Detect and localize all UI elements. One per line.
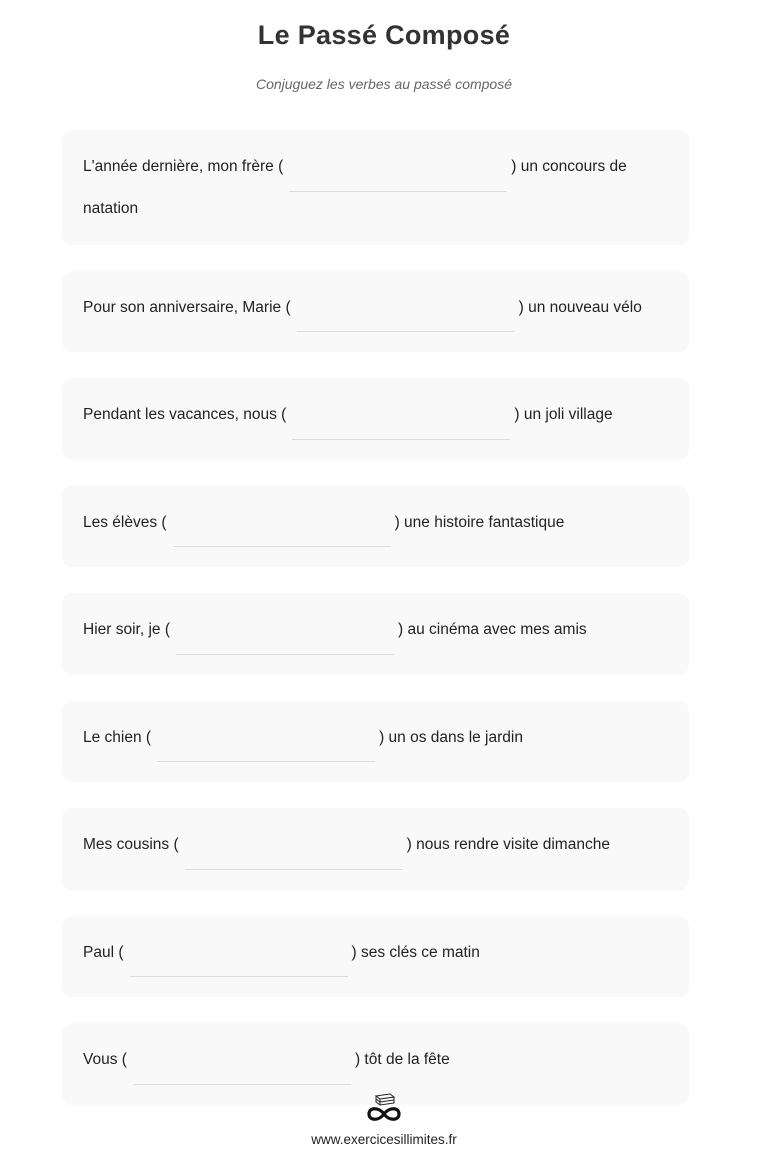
sentence-end: ) un joli village xyxy=(514,406,613,423)
answer-input[interactable] xyxy=(297,307,515,332)
sentence-end: ) un concours de natation xyxy=(83,158,627,217)
page-title: Le Passé Composé xyxy=(257,20,511,50)
exercise-card xyxy=(62,486,689,568)
sentence-end: ) tôt de la fête xyxy=(354,1051,450,1068)
answer-input[interactable] xyxy=(133,1060,351,1085)
answer-input[interactable] xyxy=(157,737,375,762)
exercise-card xyxy=(62,378,689,460)
sentence-start: Les élèves ( xyxy=(83,513,167,531)
exercise-card xyxy=(62,916,689,998)
answer-input[interactable] xyxy=(289,167,507,192)
exercise-card xyxy=(62,808,689,890)
sentence-start: Pour son anniversaire, Marie ( xyxy=(83,298,291,316)
answer-input[interactable] xyxy=(176,630,394,655)
exercise-card xyxy=(62,701,689,783)
sentence-end: ) un os dans le jardin xyxy=(379,728,523,746)
sentence-start: Hier soir, je ( xyxy=(83,621,170,638)
sentence-end: ) nous rendre visite dimanche xyxy=(406,836,610,853)
answer-input[interactable] xyxy=(130,952,348,977)
sentence-start: Paul ( xyxy=(83,943,124,961)
sentence-start: Mes cousins ( xyxy=(83,836,179,853)
sentence-end: ) une histoire fantastique xyxy=(394,513,565,531)
infinity-books-icon xyxy=(364,1092,404,1124)
sentence-end: ) ses clés ce matin xyxy=(351,943,480,961)
answer-input[interactable] xyxy=(173,522,391,547)
website-url: www.exercicesillimites.fr xyxy=(311,1132,457,1147)
exercise-list xyxy=(62,130,689,1131)
exercise-card xyxy=(62,593,689,675)
sentence-end: ) un nouveau vélo xyxy=(518,298,642,316)
footer xyxy=(0,1092,768,1147)
sentence-start: Vous ( xyxy=(83,1051,127,1068)
page-subtitle: Conjuguez les verbes au passé composé xyxy=(255,76,513,92)
sentence-start: Le chien ( xyxy=(83,728,152,746)
exercise-card xyxy=(62,271,689,353)
answer-input[interactable] xyxy=(185,845,403,870)
answer-input[interactable] xyxy=(292,415,510,440)
sentence-end: ) au cinéma avec mes amis xyxy=(398,621,587,638)
sentence-start: Pendant les vacances, nous ( xyxy=(83,406,287,423)
sentence-start: L'année dernière, mon frère ( xyxy=(83,158,284,175)
exercise-card xyxy=(62,130,689,245)
